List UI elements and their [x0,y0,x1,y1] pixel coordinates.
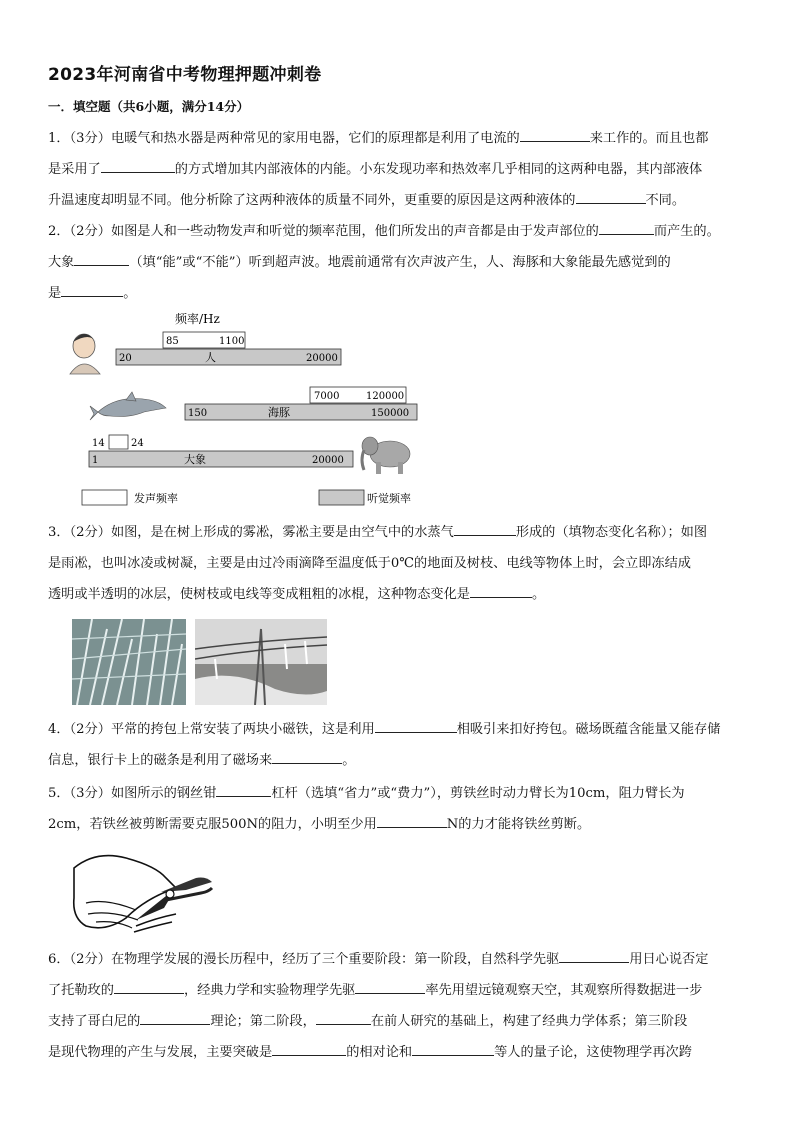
answer-blank[interactable] [216,782,271,797]
q5-score: （3分） [69,786,111,801]
q3-text: 是雨凇，也叫冰凌或树凝，主要是由过冷雨滴降至温度低于0℃的地面及树枝、电线等物体上时，会立即冻结成 [48,556,691,571]
q6-number: 6． [48,952,70,967]
answer-blank[interactable] [454,521,516,536]
rime-photo [72,619,186,705]
question-5 [48,778,753,840]
answer-blank[interactable] [412,1041,494,1056]
answer-blank[interactable] [114,979,184,994]
frequency-chart [60,308,440,513]
tick-label: 14 [92,438,105,449]
dolphin-icon [90,392,166,420]
q2-text: 是 [48,286,62,301]
q4-score: （2分） [69,722,111,737]
q3-score: （2分） [69,525,111,540]
person-icon [70,334,100,374]
tick-label: 20000 [312,455,344,466]
q3-text: 如图，是在树上形成的雾凇，雾凇主要是由空气中的水蒸气 [110,525,454,540]
q4-text: 。 [342,753,356,768]
q5-text: 杠杆（选填“省力”或“费力”），剪铁丝时动力臂长为10cm，阻力臂长为 [271,786,685,801]
legend-voice-label: 发声频率 [134,492,178,505]
tick-label: 7000 [314,391,340,402]
q6-text: 用日心说否定 [629,952,709,967]
q4-number: 4． [48,722,70,737]
q6-text: 支持了哥白尼的 [48,1014,141,1029]
q6-text: 的相对论和 [346,1045,413,1060]
q1-text: 电暖气和热水器是两种常见的家用电器，它们的原理都是利用了电流的 [110,131,520,146]
chart-title: 频率/Hz [175,312,220,326]
tick-label: 150 [188,408,208,419]
q2-text: 大象 [48,255,75,270]
freezing-rain-photo [195,619,327,705]
q1-number: 1． [48,131,70,146]
q6-text: 是现代物理的产生与发展，主要突破是 [48,1045,273,1060]
section-heading: 一．填空题（共6小题，满分14分） [48,99,250,114]
q6-score: （2分） [69,952,111,967]
tick-label: 1 [92,455,99,466]
row-label: 大象 [184,453,206,466]
legend-voice-swatch [82,490,127,505]
row-label: 海豚 [268,406,290,419]
q6-text: 了托勒玫的 [48,983,114,998]
q6-text: 在前人研究的基础上，构建了经典力学体系；第三阶段 [370,1014,688,1029]
q3-text: 。 [532,587,546,602]
tick-label: 20000 [306,353,338,364]
answer-blank[interactable] [470,583,532,598]
q2-text: 而产生的。 [653,224,720,239]
q2-score: （2分） [69,224,111,239]
q1-text: 是采用了 [48,162,101,177]
legend-hear-label: 听觉频率 [367,492,411,505]
q2-text: 。 [123,286,137,301]
answer-blank[interactable] [559,948,629,963]
question-1 [48,123,753,216]
q2-text: 如图是人和一些动物发声和听觉的频率范围，他们所发出的声音都是由于发声部位的 [110,224,599,239]
q3-number: 3． [48,525,70,540]
q1-text: 的方式增加其内部液体的内能。小东发现功率和热效率几乎相同的这两种电器，其内部液体 [174,162,703,177]
answer-blank[interactable] [576,189,646,204]
tick-label: 85 [166,336,179,347]
q6-text: 等人的量子论，这使物理学再次跨 [494,1045,692,1060]
tick-label: 24 [131,438,144,449]
q5-text: N的力才能将铁丝剪断。 [446,817,591,832]
q6-text: 理论；第二阶段， [210,1014,316,1029]
answer-blank[interactable] [101,158,175,173]
answer-blank[interactable] [599,220,654,235]
answer-blank[interactable] [61,282,123,297]
legend-hear-swatch [319,490,364,505]
q4-text: 相吸引来扣好挎包。磁场既蕴含能量又能存储 [456,722,721,737]
answer-blank[interactable] [74,251,129,266]
answer-blank[interactable] [272,749,342,764]
row-label: 人 [205,351,216,364]
q3-text: 形成的（填物态变化名称）；如图 [515,525,708,540]
question-2 [48,216,753,309]
q1-text: 不同。 [645,193,686,208]
q2-number: 2． [48,224,70,239]
answer-blank[interactable] [355,979,425,994]
exam-title: 2023年河南省中考物理押题冲刺卷 [48,65,322,85]
question-4 [48,714,753,776]
pliers-illustration [66,848,216,934]
q1-text: 升温速度却明显不同。他分析除了这两种液体的质量不同外，更重要的原因是这两种液体的 [48,193,576,208]
q5-text: 如图所示的钢丝钳 [110,786,217,801]
question-6 [48,944,753,1068]
q3-text: 透明或半透明的冰层，使树枝或电线等变成粗粗的冰棍，这种物态变化是 [48,587,470,602]
tick-label: 150000 [371,408,410,419]
answer-blank[interactable] [375,718,457,733]
q6-text: 率先用望远镜观察天空，其观察所得数据进一步 [425,983,703,998]
question-3 [48,517,753,610]
answer-blank[interactable] [140,1010,210,1025]
q1-text: 来工作的。而且也都 [589,131,709,146]
elephant-icon [362,437,410,474]
q4-text: 信息，银行卡上的磁条是利用了磁场来 [48,753,273,768]
tick-label: 20 [119,353,132,364]
elephant-voice-bar [109,435,128,449]
tick-label: 120000 [366,391,405,402]
answer-blank[interactable] [272,1041,346,1056]
q5-number: 5． [48,786,70,801]
q6-text: 在物理学发展的漫长历程中，经历了三个重要阶段：第一阶段，自然科学先驱 [110,952,560,967]
q4-text: 平常的挎包上常安装了两块小磁铁，这是利用 [110,722,375,737]
q1-score: （3分） [69,131,111,146]
answer-blank[interactable] [377,813,447,828]
q6-text: ，经典力学和实验物理学先驱 [183,983,356,998]
tick-label: 1100 [219,336,245,347]
answer-blank[interactable] [520,127,590,142]
answer-blank[interactable] [316,1010,371,1025]
q5-text: 2cm，若铁丝被剪断需要克服500N的阻力，小明至少用 [48,817,377,832]
q2-text: （填“能”或“不能”）听到超声波。地震前通常有次声波产生，人、海豚和大象能最先感觉到的 [129,255,671,270]
